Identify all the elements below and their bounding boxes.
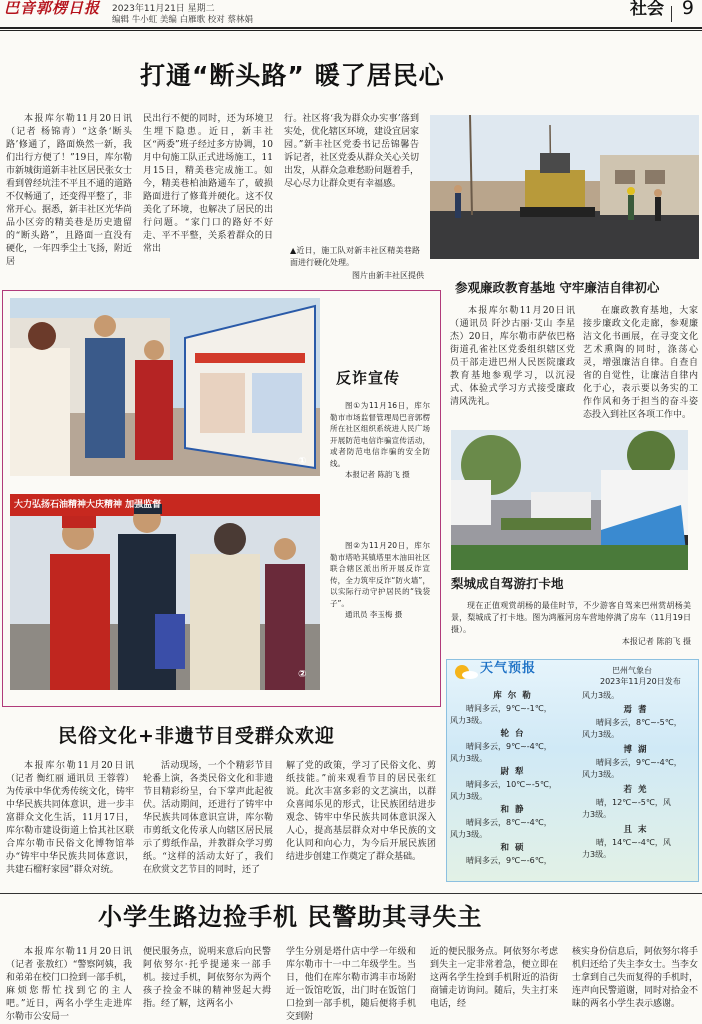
weather-date: 2023年11月20日发布 xyxy=(600,677,681,686)
weather-city-wind: 风力3级。 xyxy=(450,830,488,839)
anti-fraud-caption-2-text: 图②为11月20日，库尔勒市塔哈其镇塔里木油田社区联合辖区派出所开展反诈宣传，全力筑牢反诈“防火墙”，以实际行动守护居民的“钱袋子”。 xyxy=(330,541,430,608)
phone-column-5 xyxy=(572,946,698,1024)
photo-1-number-badge: ① xyxy=(298,456,307,467)
article1-text-1: 本报库尔勒11月20日讯（记者 杨锦青）“这条‘断头路’修通了，路面焕然一新，我们出行方便了！”19日，库尔勒市新城街道新丰社区居民张女士看到曾经坑洼不平且不通的道路不仅畅通了，还变得平整了，非常开心。据悉，新丰社区光华尚品小区旁的精美巷是历史遗留的“断头路”，且路面一直没有硬化，一年四季尘土飞扬，附近居 xyxy=(6,114,133,267)
phone-column-2 xyxy=(143,946,271,1024)
road-paving-illustration xyxy=(430,115,699,259)
weather-city-forecast: 晴间多云，9℃~-6℃， xyxy=(466,856,552,865)
caravan-title: 梨城成自驾游打卡地 xyxy=(451,576,564,591)
weather-city-forecast: 晴，14℃~-4℃，风 xyxy=(596,838,671,847)
weather-city-wind: 风力3级。 xyxy=(450,792,488,801)
weather-city-name: 且末 xyxy=(623,825,653,835)
culture-text-3: 解了党的政策，学习了民俗文化、剪纸技能。”前来观看节目的居民张红说。此次丰富多彩的文艺演出，以群众喜闻乐见的形式，让民族团结进步观念、铸牢中华民族共同体意识深入人心，提高基层群众对中华民族的文化认同和向心力，为今后开展民族团结进步创建工作奠定了群众基础。 xyxy=(286,761,436,862)
weather-city-forecast: 晴间多云，8℃~-4℃， xyxy=(466,818,552,827)
anti-fraud-title: 反诈宣传 xyxy=(336,369,401,387)
weather-column-left xyxy=(450,690,580,870)
header-rule xyxy=(0,27,702,29)
weather-city-name: 和静 xyxy=(500,805,530,815)
caravan-caption xyxy=(451,600,691,648)
weather-city-forecast: 晴间多云，9℃~-1℃， xyxy=(466,704,552,713)
article1-photo-credit: 图片由新丰社区提供 xyxy=(352,271,424,280)
headline-clean-governance: 参观廉政教育基地 守牢廉洁自律初心 xyxy=(455,280,660,295)
weather-city-block xyxy=(582,784,694,824)
headline-folk-culture: 民俗文化+非遗节目受群众欢迎 xyxy=(58,725,335,747)
editor-credits: 编辑 牛小虹 美编 白雁歌 校对 蔡林娟 xyxy=(112,15,254,25)
photo-2-number-badge: ② xyxy=(298,669,307,680)
caravan-scene xyxy=(451,430,688,570)
culture-column-3 xyxy=(286,760,436,890)
article1-text-3: 行。社区将‘我为群众办实事’落到实处，优化辖区环境，建设宜居家园。”新丰社区党委书记岳锦馨告诉记者，社区党委从群众关心关切出发，从群众急难愁盼问题着手，尽心尽力让群众更有幸福感。 xyxy=(284,114,420,189)
phone-text-5: 核实身份信息后，阿依努尔将手机归还给了失主李女士。当李女士拿到自己失而复得的手机时，连声向民警道谢，同时对拾金不昧的两名小学生表示感谢。 xyxy=(572,947,698,1009)
weather-city-name: 和硕 xyxy=(500,843,530,853)
caption-bullet: ▲ xyxy=(290,246,297,255)
caravan-credit: 本报记者 陈韵飞 摄 xyxy=(621,637,691,646)
caravan-caption-text: 现在正值观赏胡杨的最佳时节，不少游客自驾来巴州赏胡杨美景，梨城成了打卡地。图为鸿雁河房车营地停满了房车（11月19日摄）。 xyxy=(451,601,691,634)
weather-city-name: 焉耆 xyxy=(623,705,653,715)
weather-wind-carryover: 风力3级。 xyxy=(582,691,620,700)
weather-city-block xyxy=(450,690,580,728)
article1-caption-text: 近日，施工队对新丰社区精美巷路面进行硬化处理。 xyxy=(290,246,421,267)
weather-city-forecast: 晴，12℃~-5℃，风 xyxy=(596,798,671,807)
culture-column-1 xyxy=(6,760,134,890)
weather-city-name: 尉犁 xyxy=(500,767,530,777)
weather-city-name: 库尔勒 xyxy=(493,691,537,701)
clean-column-2 xyxy=(583,305,698,420)
sun-icon xyxy=(452,662,478,680)
weather-city-block xyxy=(450,842,580,870)
article1-column-2 xyxy=(143,113,273,283)
weather-city-wind: 力3级。 xyxy=(582,810,612,819)
anti-fraud-photo-2 xyxy=(10,494,320,690)
weather-city-block xyxy=(582,824,694,864)
article1-photo-caption xyxy=(290,245,420,269)
clean-text-2: 在廉政教育基地，大家接步廉政文化走廊，参观廉洁文化书画展，在寻变文化艺术熏陶的同时，涤荡心灵，增强廉洁自律。自查自省的自觉性，让廉洁自律内化于心，表示要以务实的工作作风和务于担当的奋斗姿态投入到社区各项工作中。 xyxy=(583,306,698,420)
issue-date: 2023年11月21日 星期二 xyxy=(112,4,215,14)
weather-city-block xyxy=(450,766,580,804)
anti-fraud-credit-2: 通讯员 李玉梅 摄 xyxy=(345,610,403,619)
page-number: 9 xyxy=(681,0,694,19)
culture-text-2: 活动现场，一个个精彩节目轮番上演，各类民俗文化和非遗节目精彩纷呈，台下掌声此起彼伏。活动期间，还进行了铸牢中华民族共同体意识宣讲，库尔勒市剪纸文化传承人向辖区居民展示了剪纸作品，并教群众学习剪纸。“这样的活动太好了，我们在欣赏文艺节目的同时，还了 xyxy=(143,761,273,875)
phone-text-1: 本报库尔勒11月20日讯（记者 张敖红）“警察阿姨，我和弟弟在校门口捡到一部手机，麻烦您帮忙找到它的主人吧。”近日，两名小学生走进库尔勒市公安局一 xyxy=(6,947,132,1022)
weather-city-wind: 风力3级。 xyxy=(450,754,488,763)
anti-fraud-photo-1 xyxy=(10,298,320,476)
weather-source: 巴州气象台 xyxy=(612,666,652,675)
phone-column-3 xyxy=(286,946,416,1024)
culture-text-1: 本报库尔勒11月20日讯（记者 衡红丽 通讯员 王蓉蓉）为传承中华优秀传统文化，铸牢中华民族共同体意识，进一步丰富群众文化生活，11月17日，库尔勒市建设街道上恰其社区联合库尔勒市民俗文化博物馆举办“铸牢中华民族共同体意识，共建石榴籽家园”群众对统。 xyxy=(6,761,134,875)
anti-fraud-caption-1 xyxy=(330,400,430,481)
weather-city-wind: 风力3级。 xyxy=(582,770,620,779)
road-paving-photo xyxy=(430,115,699,259)
weather-city-forecast: 晴间多云，8℃~-5℃， xyxy=(596,718,682,727)
weather-title: 天气预报 xyxy=(480,661,537,676)
section-divider xyxy=(671,6,672,22)
phone-column-4 xyxy=(430,946,558,1024)
weather-city-forecast: 晴间多云，9℃~-4℃， xyxy=(466,742,552,751)
section-rule xyxy=(0,893,702,894)
weather-city-wind: 风力3级。 xyxy=(582,730,620,739)
caravan-camp-photo xyxy=(451,430,688,570)
weather-city-block xyxy=(582,744,694,784)
phone-text-2: 便民服务点，说明来意后向民警阿依努尔·托乎提递来一部手机。接过手机，阿依努尔为两个孩子捡金不昧的精神竖起大拇指。经了解，这两名小 xyxy=(143,947,271,1009)
headline-dead-end-road: 打通“断头路” 暖了居民心 xyxy=(140,61,445,90)
anti-fraud-caption-2 xyxy=(330,540,430,621)
article1-text-2: 民出行不便的同时，还为环境卫生埋下隐患。近日，新丰社区“两委”班子经过多方协调，10月中旬施工队正式进场施工，11月15日，精美巷完成施工。如今，精美巷柏油路通车了，破损路面进行了修葺并硬化。这不仅美化了环境，也解决了居民的出行问题。“家门口的路好不好走、平不平整，关系着群众的日常出 xyxy=(143,114,273,254)
weather-city-forecast: 晴间多云，10℃~-5℃， xyxy=(466,780,557,789)
weather-city-block xyxy=(450,728,580,766)
weather-city-name: 轮台 xyxy=(500,729,530,739)
weather-city-block xyxy=(450,804,580,842)
article1-column-3 xyxy=(284,113,419,233)
header-rule-thin xyxy=(0,30,702,31)
anti-fraud-credit-1: 本报记者 陈韵飞 摄 xyxy=(345,470,410,479)
clean-column-1 xyxy=(450,305,575,415)
photo-2-banner-text: 大力弘扬石油精神大庆精神 加强监督 xyxy=(14,500,162,510)
anti-fraud-scene-1 xyxy=(10,298,320,476)
phone-text-4: 近的便民服务点。阿依努尔考虑到失主一定非常着急，便立即在这两名学生捡到手机附近的沿街商铺走访询问。随后，失主打来电话，经 xyxy=(430,947,558,1009)
masthead-logo: 巴音郭楞日报 xyxy=(4,0,101,17)
weather-city-block xyxy=(582,704,694,744)
weather-city-name: 博湖 xyxy=(623,745,653,755)
weather-city-forecast: 晴间多云，9℃~-4℃， xyxy=(596,758,682,767)
weather-city-wind: 力3级。 xyxy=(582,850,612,859)
anti-fraud-caption-1-text: 图①为11月16日，库尔勒市市场监督管理局巴音郭楞所在社区组织系统进人民广场开展防范电信诈骗宣传活动，或者防范电信诈骗的安全防线。 xyxy=(330,401,430,468)
clean-text-1: 本报库尔勒11月20日讯（通讯员 阡沙古丽·艾山 李星杰）20日，库尔勒市萨依巴格街道孔雀社区党委组织辖区党员干部走进巴州人民医院廉政教育基地参观学习，以沉浸式、体验式学习方式接受廉政清风洗礼。 xyxy=(450,306,575,407)
weather-column-right xyxy=(582,690,694,864)
anti-fraud-scene-2 xyxy=(10,494,320,690)
phone-text-3: 学生分别是塔什店中学一年级和库尔勒市十一中二年级学生。当日，他们在库尔勒市鸿丰市场附近一饭馆吃饭，出门时在饭馆门口捡到一部手机，随后便将手机交到附 xyxy=(286,947,416,1022)
weather-city-wind: 风力3级。 xyxy=(450,716,488,725)
headline-lost-phone: 小学生路边捡手机 民警助其寻失主 xyxy=(98,903,483,931)
phone-column-1 xyxy=(6,946,132,1024)
article1-column-1 xyxy=(6,113,132,283)
weather-city-name: 若羌 xyxy=(623,785,653,795)
culture-column-2 xyxy=(143,760,273,890)
section-name: 社会 xyxy=(630,0,664,19)
